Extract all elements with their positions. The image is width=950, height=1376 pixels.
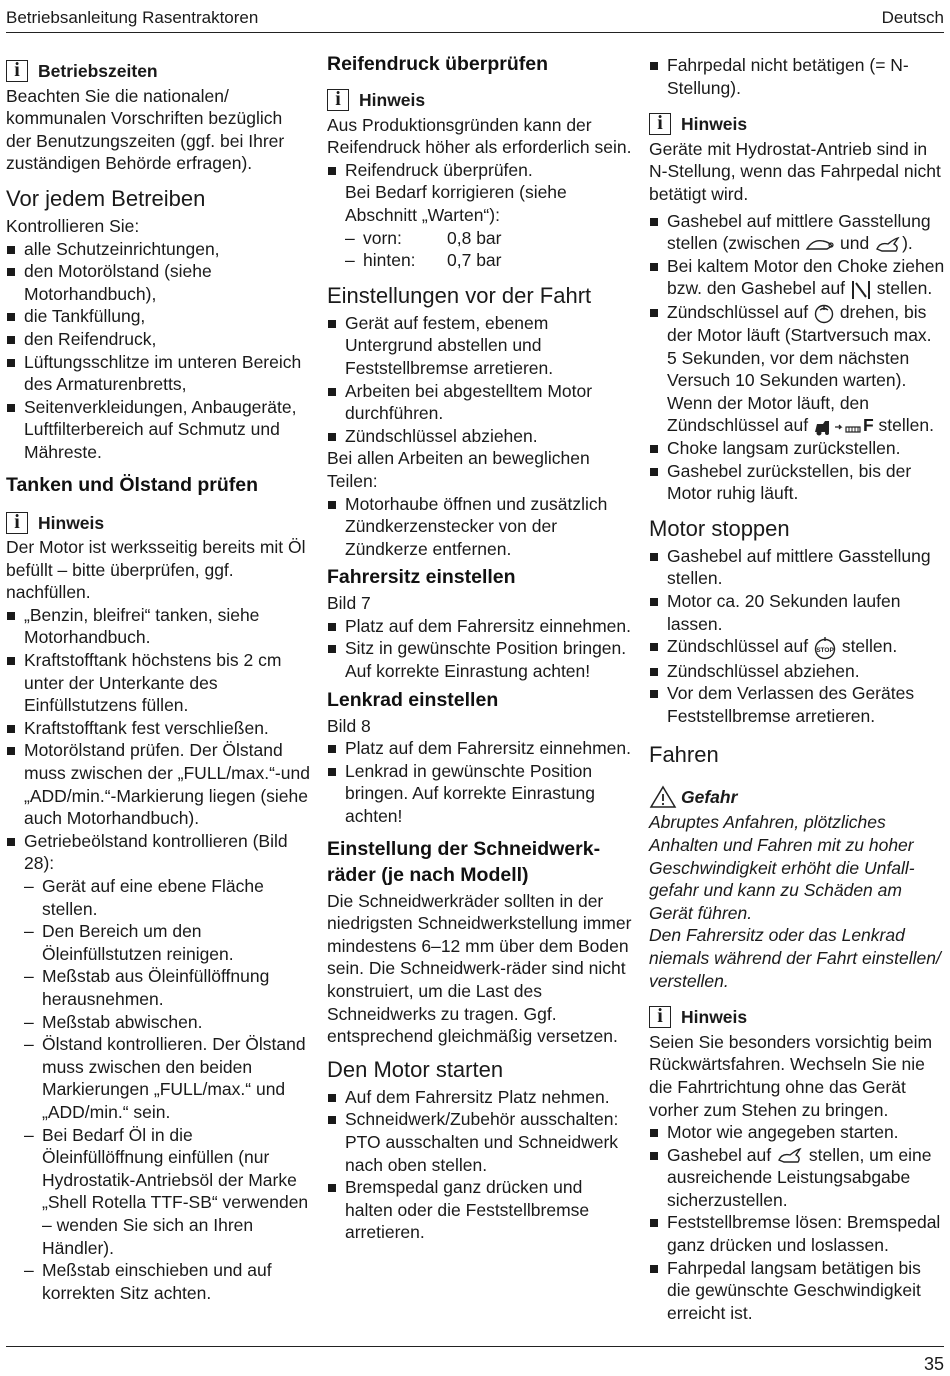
info-icon: i [327,89,349,111]
header-title: Betriebsanleitung Rasentraktoren [6,8,259,27]
column-2 [327,54,633,1244]
list-item: Motor wie angegeben starten. [649,1121,946,1144]
list-item: Motorölstand prüfen. Der Ölstand muss zwischen der „FULL/max.“-und „ADD/min.“-Markierung liegen (siehe auch Motorhandbuch). [6,739,312,829]
list-item: Getriebeölstand kontrollieren (Bild 28): [6,830,312,875]
section-heading: Fahrersitz einstellen [327,566,516,589]
svg-text:STOP: STOP [816,646,834,654]
choke-icon [850,279,872,301]
list-item: – vorn: 0,8 bar [345,227,502,248]
list-item: den Reifendruck, [6,328,312,351]
list-item: den Motorölstand (siehe Motorhandbuch), [6,260,312,305]
list-item: Reifendruck überprüfen. Bei Bedarf korrigieren (siehe Abschnitt „Warten“): [327,159,633,227]
list-item: Zündschlüssel abziehen. [327,425,633,448]
fuel-letter: F [862,415,874,436]
note-text: Aus Produktionsgründen kann der Reifendruck höher als erforderlich sein. [327,114,632,158]
note-title: Hinweis [681,114,748,135]
list-item: Auf dem Fahrersitz Platz nehmen. [327,1086,633,1109]
note-heading [327,89,633,112]
run-position-icon [813,418,863,436]
turtle-icon [805,237,835,253]
warning-title: Gefahr [681,787,738,808]
note-title: Hinweis [681,1007,748,1028]
note-text: Der Motor ist werksseitig bereits mit Öl befüllt – bitte überprüfen, ggf. nachfüllen. [6,537,306,603]
list-item: Fahrpedal nicht betätigen (= N-Stellung). [649,54,946,99]
list-item: – Ölstand kontrollieren. Der Ölstand muss zwischen den beiden Markierungen „FULL/max.“ und „ADD/min.“ sein. [24,1034,306,1122]
note-heading [6,60,312,83]
warning-icon [649,785,677,809]
bullet-list [327,159,633,227]
note-heading [649,1006,946,1029]
section-heading: Fahren [649,742,719,768]
list-item: – Meßstab einschieben und auf korrekten Sitz achten. [24,1260,272,1303]
list-item: Seitenverkleidungen, Anbaugeräte, Luftfilterbereich auf Schmutz und Mähreste. [6,396,312,464]
section-heading: Tanken und Ölstand prüfen [6,473,259,496]
list-item: Gashebel auf mittlere Gasstellung stellen. [649,545,946,590]
list-item: „Benzin, bleifrei“ tanken, siehe Motorhandbuch. [6,604,312,649]
list-item: – hinten: 0,7 bar [345,250,502,271]
list-item: Zündschlüssel abziehen. [649,660,946,683]
bullet-list [327,737,633,827]
list-item: Platz auf dem Fahrersitz einnehmen. [327,615,633,638]
footer-divider [6,1346,944,1347]
note-heading [649,113,946,136]
info-icon: i [6,60,28,82]
info-icon: i [649,113,671,135]
note-title: Hinweis [38,512,105,533]
list-item: die Tankfüllung, [6,305,312,328]
list-item: alle Schutzeinrichtungen, [6,238,312,261]
list-item: Gashebel auf mittlere Gasstellung stellen (zwischen und ). [649,210,946,255]
section-heading: Einstellung der Schneidwerk-räder (je nach Modell) [327,837,601,886]
list-item: – Gerät auf eine ebene Fläche stellen. [24,876,264,919]
list-item: Lenkrad in gewünschte Position bringen. Auf korrekte Einrastung achten! [327,760,633,828]
start-key-icon [813,302,835,324]
note-text: Beachten Sie die nationalen/ kommunalen Vorschriften bezüglich der Benutzungszeiten (ggf. bei Ihrer zuständigen Behörde erfragen). [6,85,285,174]
list-item: Arbeiten bei abgestelltem Motor durchführen. [327,380,633,425]
info-icon: i [649,1006,671,1028]
note-heading [6,512,312,535]
page-header [6,6,944,33]
dash-list [327,227,633,272]
bullet-list [327,1086,633,1244]
bullet-list [649,1121,946,1324]
list-item: Platz auf dem Fahrersitz einnehmen. [327,737,633,760]
bullet-list [327,615,633,683]
paragraph: Die Schneidwerkräder sollten in der niedrigsten Schneidwerkstellung immer mindestens 6–12 mm über dem Boden sein. Die Schneidwerk-räder sind nicht konstruiert, um die Last des Schneidwerks zu tragen. Ggf. entsprechend gleichmäßig versetzen. [327,890,632,1047]
list-item: Sitz in gewünschte Position bringen. Auf korrekte Einrastung achten! [327,637,633,682]
bullet-list [649,545,946,728]
note-title: Hinweis [359,90,426,110]
list-item: Fahrpedal langsam betätigen bis die gewünschte Geschwindigkeit erreicht ist. [649,1257,946,1325]
paragraph: Kontrollieren Sie: [6,215,140,236]
list-item: Gashebel auf stellen, um eine ausreichende Leistungsabgabe sicherzustellen. [649,1144,946,1212]
section-heading: Reifendruck überprüfen [327,53,549,75]
bullet-list [6,604,312,875]
bullet-list [327,312,633,448]
list-item: Gashebel zurückstellen, bis der Motor ruhig läuft. [649,460,946,505]
figure-ref: Bild 8 [327,715,371,736]
header-language: Deutsch [881,8,944,27]
list-item: Kraftstofftank höchstens bis 2 cm unter der Unterkante des Einfüllstutzens füllen. [6,649,312,717]
list-item: Gerät auf festem, ebenem Untergrund abstellen und Feststellbremse arretieren. [327,312,633,380]
list-item: Feststellbremse lösen: Bremspedal ganz drücken und loslassen. [649,1211,946,1256]
list-item: – Den Bereich um den Öleinfüllstutzen reinigen. [24,921,234,964]
section-heading: Lenkrad einstellen [327,688,499,711]
page-number: 35 [923,1354,944,1374]
paragraph: Bei allen Arbeiten an beweglichen Teilen: [327,448,590,491]
hare-icon [874,236,902,254]
list-item: Zündschlüssel auf STOP stellen. [649,635,946,659]
column-3 [649,54,946,1324]
list-item: Vor dem Verlassen des Gerätes Feststellbremse arretieren. [649,682,946,727]
list-item: Bremspedal ganz drücken und halten oder die Feststellbremse arretieren. [327,1176,633,1244]
figure-ref: Bild 7 [327,593,371,614]
bullet-list [649,54,946,99]
hare-icon [776,1147,804,1165]
list-item: Kraftstofftank fest verschließen. [6,717,312,740]
info-icon: i [6,512,28,534]
list-item: – Meßstab aus Öleinfüllöffnung herausnehmen. [24,966,270,1009]
dash-list [6,875,312,1304]
section-heading: Den Motor starten [327,1056,504,1082]
list-item: Schneidwerk/Zubehör ausschalten: PTO ausschalten und Schneidwerk nach oben stellen. [327,1108,633,1176]
warning-heading [649,785,946,809]
bullet-list [6,238,312,464]
list-item: Choke langsam zurückstellen. [649,437,946,460]
list-item: Zündschlüssel auf drehen, bis der Motor läuft (Startversuch max. 5 Sekunden, vor dem nächsten Versuch 10 Sekunden warten). Wenn der Motor läuft, den Zündschlüssel auf F stellen. [649,301,946,437]
note-title: Betriebszeiten [38,61,158,81]
list-item: Motorhaube öffnen und zusätzlich Zündkerzenstecker von der Zündkerze entfernen. [327,493,633,561]
list-item: Lüftungsschlitze im unteren Bereich des Armaturenbretts, [6,351,312,396]
section-heading: Einstellungen vor der Fahrt [327,282,592,308]
note-text: Seien Sie besonders vorsichtig beim Rückwärtsfahren. Wechseln Sie nie die Fahrtrichtung ohne das Gerät vorher zum Stehen zu bringen. [649,1031,933,1120]
section-heading: Motor stoppen [649,515,790,541]
bullet-list [327,493,633,561]
list-item: Motor ca. 20 Sekunden laufen lassen. [649,590,946,635]
warning-text: Den Fahrersitz oder das Lenkrad niemals während der Fahrt einstellen/ verstellen. [649,925,941,991]
bullet-list [649,210,946,505]
list-item: – Meßstab abwischen. [24,1011,203,1032]
column-1 [6,54,312,1304]
section-heading: Vor jedem Betreiben [6,185,206,211]
list-item: – Bei Bedarf Öl in die Öleinfüllöffnung einfüllen (nur Hydrostatik-Antriebsöl der Marke „Shell Rotella TTF-SB“ verwenden – wenden Sie sich an Ihren Händler). [24,1124,309,1258]
stop-key-icon [813,636,837,660]
note-text: Geräte mit Hydrostat-Antrieb sind in N-Stellung, wenn das Fahrpedal nicht betätigt wird. [649,138,941,204]
warning-text: Abruptes Anfahren, plötzliches Anhalten und Fahren mit zu hoher Geschwindigkeit erhöht die Unfall-gefahr und kann zu Schäden am Gerät führen. [649,812,915,923]
list-item: Bei kaltem Motor den Choke ziehen bzw. den Gashebel auf stellen. [649,255,946,301]
